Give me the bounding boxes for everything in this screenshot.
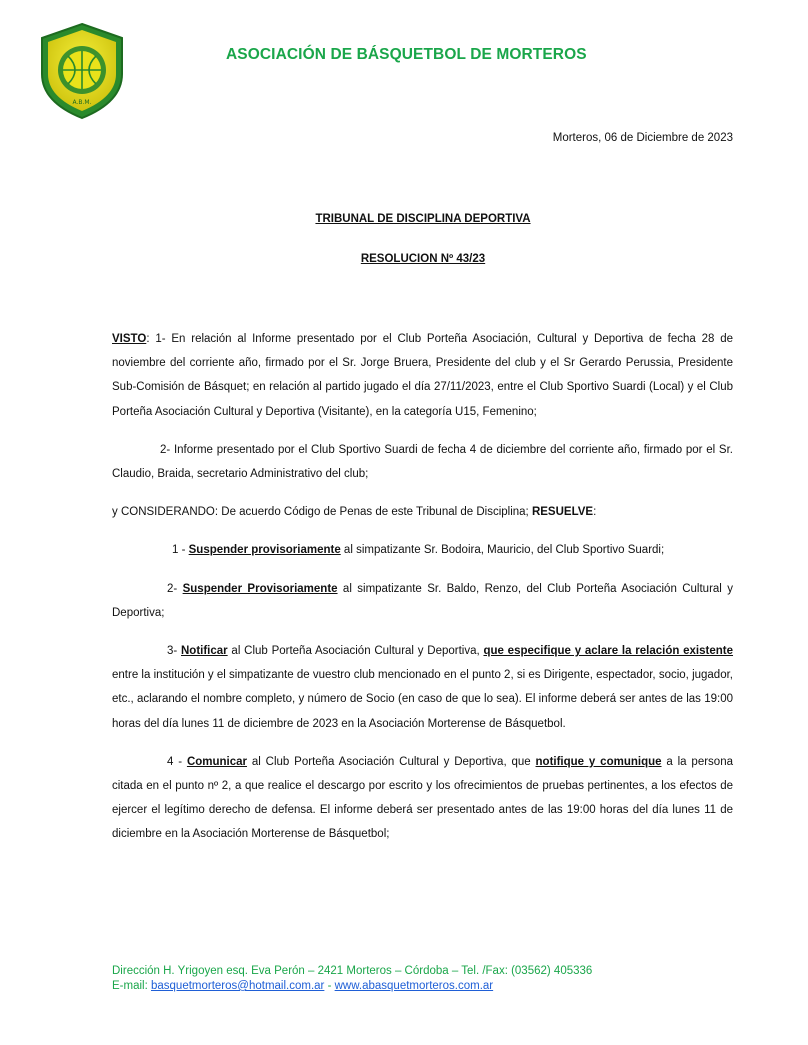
footer-email-link[interactable]: basquetmorteros@hotmail.com.ar	[150, 980, 325, 992]
item-2-number: 2-	[167, 582, 183, 595]
footer-contact	[112, 979, 592, 994]
item-4-text-1: al Club Porteña Asociación Cultural y Deportiva, que	[247, 755, 536, 768]
footer-address: Dirección H. Yrigoyen esq. Eva Perón – 2421 Morteros – Córdoba – Tel. /Fax: (03562) 405336	[112, 965, 593, 977]
item-4-emphasis: notifique y comunique	[535, 755, 662, 768]
item-1-action: Suspender provisoriamente	[188, 544, 341, 557]
footer-separator: -	[324, 980, 335, 992]
footer	[112, 964, 592, 994]
item-3-text-2: entre la institución y el simpatizante de vuestro club mencionado en el punto 2, si es Dirigente, espectador, socio, jugador, etc., aclarando el nombre completo, y número de Socio (en caso de que lo sea). El informe deberá ser antes de las 19:00 horas del día lunes 11 de diciembre de 2023 en la Asociación Morterense de Básquetbol.	[112, 669, 733, 730]
footer-website-link[interactable]: www.abasquetmorteros.com.ar	[334, 980, 494, 992]
item-3-number: 3-	[167, 645, 181, 658]
item-4-text-2: a la persona citada en el punto nº 2, a que realice el descargo por escrito y los ofrecimientos de pruebas pertinentes, a los efectos de ejercer el legítimo derecho de defensa. El informe deberá ser presentado antes de las 19:00 horas del día lunes 11 de diciembre en la Asociación Morterense de Básquetbol;	[112, 755, 733, 841]
date-line: Morteros, 06 de Diciembre de 2023	[552, 132, 733, 144]
organization-title: ASOCIACIÓN DE BÁSQUETBOL DE MORTEROS	[226, 46, 587, 63]
item-4-paragraph	[112, 750, 733, 847]
item-3-paragraph	[112, 639, 733, 736]
tribunal-heading: TRIBUNAL DE DISCIPLINA DEPORTIVA	[315, 213, 531, 225]
resuelve-label: RESUELVE	[531, 506, 594, 519]
considerando-paragraph	[112, 500, 733, 524]
item-1-text: al simpatizante Sr. Bodoira, Mauricio, del Club Sportivo Suardi;	[340, 544, 665, 557]
visto-paragraph	[112, 327, 733, 424]
footer-email-label: E-mail:	[112, 980, 151, 992]
resolution-heading: RESOLUCION Nº 43/23	[360, 253, 486, 265]
resolution-body	[112, 327, 733, 861]
visto-label: VISTO	[112, 333, 147, 345]
svg-text:A.B.M.: A.B.M.	[72, 99, 92, 106]
item-4-number: 4 -	[167, 755, 187, 768]
basketball-crest-logo-icon	[38, 22, 126, 120]
visto-text: : 1- En relación al Informe presentado por el Club Porteña Asociación, Cultural y Deportiva de fecha 28 de noviembre del corriente año, firmado por el Sr. Jorge Bruera, Presidente del club y el Sr Gerardo Perussia, Presidente Sub-Comisión de Básquet; en relación al partido jugado el día 27/11/2023, entre el Club Sportivo Suardi (Local) y el Club Porteña Asociación Cultural y Deportiva (Visitante), en la categoría U15, Femenino;	[112, 333, 733, 418]
visto2-paragraph: 2- Informe presentado por el Club Sportivo Suardi de fecha 4 de diciembre del corriente año, firmado por el Sr. Claudio, Braida, secretario Administrativo del club;	[112, 443, 733, 481]
item-2-action: Suspender Provisoriamente	[182, 582, 338, 595]
item-3-text-1: al Club Porteña Asociación Cultural y Deportiva,	[227, 645, 484, 658]
considerando-text: y CONSIDERANDO: De acuerdo Código de Penas de este Tribunal de Disciplina;	[112, 506, 532, 519]
item-2-text: al simpatizante Sr. Baldo, Renzo, del Club Porteña Asociación Cultural y Deportiva;	[112, 582, 733, 619]
considerando-end: :	[593, 506, 597, 519]
item-3-emphasis: que especifique y aclare la relación existente	[483, 645, 734, 658]
item-3-action: Notificar	[181, 645, 228, 658]
item-2-paragraph	[112, 577, 733, 625]
item-4-action: Comunicar	[186, 755, 248, 768]
item-1-paragraph	[112, 538, 733, 562]
item-1-number: 1 -	[172, 544, 189, 557]
